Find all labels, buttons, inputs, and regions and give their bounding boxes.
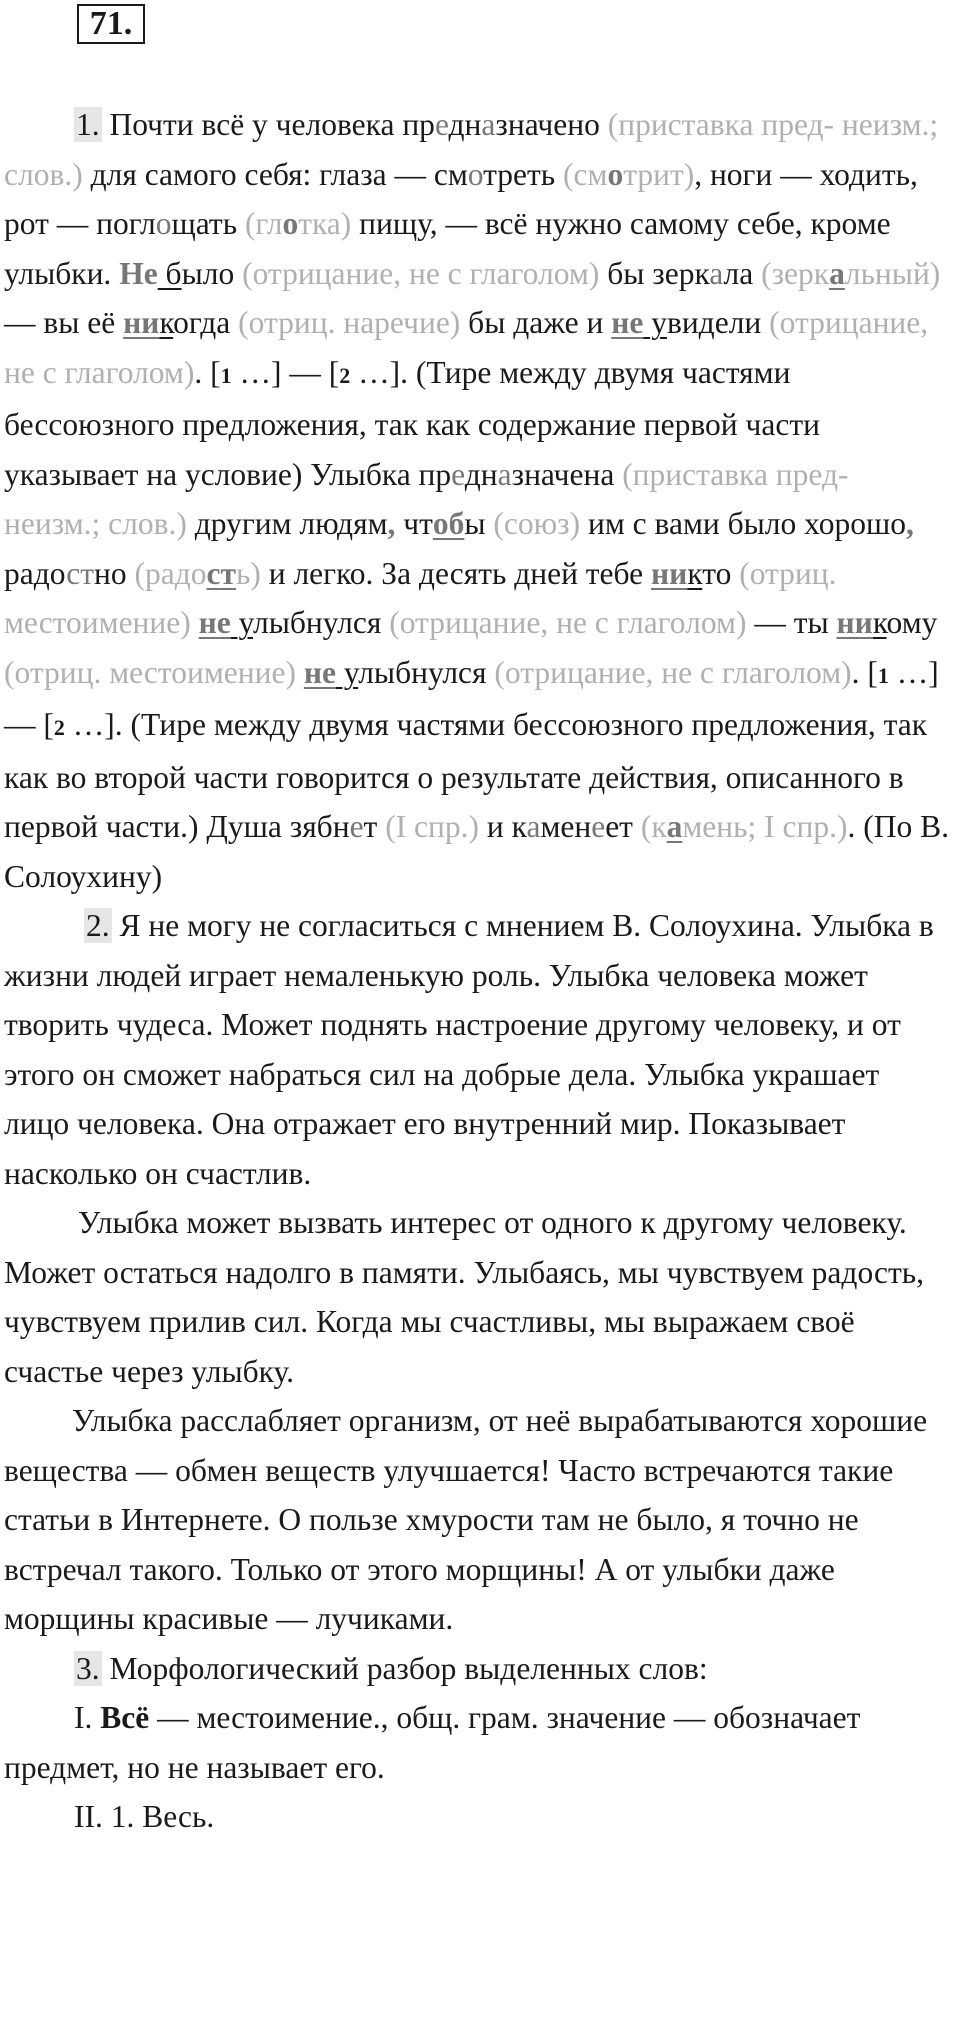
text-run: и легко. За десять дней тебе [260,555,652,591]
text-run: пищу, — всё нужно самому себе, кроме улыбки. [4,206,891,291]
part-marker: 2 [339,362,351,388]
punctuation-highlight: , [387,506,396,541]
punctuation-highlight: , [905,506,914,541]
part-marker: 2 [53,715,65,740]
paragraph-6 [4,1693,952,1792]
highlighted-word: ни [651,555,688,591]
text-run: . [ [851,654,878,690]
comment-note: (отриц. местоимение) [4,654,296,690]
letter-highlight: а [709,255,724,291]
comment-note: ь) [236,555,261,591]
text-run: ла [723,255,762,291]
paragraph-1 [4,100,952,901]
comment-note: (приставка пред- неизм.; слов.) [4,456,849,541]
comment-note: (отриц. местоимение) [4,555,837,640]
text-run: . [ [194,354,221,390]
item-number-1: 1. [76,107,100,142]
highlighted-word: не [303,654,336,690]
paragraph-4: Улыбка расслабляет организм, от неё вырабатываются хорошие вещества — обмен веществ улучшается! Часто встречаются такие статьи в Интернете. О пользе хмурости там не было, я точно не встречал такого. Только от этого морщины! А от улыбки даже морщины красивые — лучиками. [4,1403,928,1636]
text-run: дн [464,456,498,492]
text-run [296,655,304,690]
text-run: …]. (Тире между двумя частями бессоюзного предложения, так как содержание первой части указывает на условие) Улыбка пр [4,354,820,492]
letter-highlight: о [467,156,484,192]
answer-text [4,100,952,1842]
text-run: значена [511,456,623,492]
item-number-2: 2. [86,908,110,943]
text-run: то [702,555,740,591]
comment-note: (I спр.) [385,809,480,844]
paragraph-3: Улыбка может вызвать интерес от одного к другому человеку. Может остаться надолго в памяти. Улыбаясь, мы чувствуем радость, чувствуем прилив сил. Когда мы счастливы, мы выражаем своё счастье через улыбку. [4,1205,924,1389]
text-run: видели [666,305,770,340]
text-run: чт [395,506,433,541]
letter-highlight: а [526,809,541,844]
comment-note: (к [640,809,667,844]
text-run: но [94,555,135,591]
comment-note: (отрицание, не с глаголом) [242,255,600,291]
comment-note: (отрицание, не с глаголом) [389,605,747,640]
comment-note: (радо [134,555,207,591]
highlighted-word: ни [123,305,160,340]
part-marker: 1 [877,662,889,688]
letter-highlight: е [434,107,449,142]
letter-highlight: а [497,456,512,492]
highlighted-word: не [611,305,644,340]
comment-note: (отриц. наречие) [238,305,461,340]
comment-note: тка) [298,206,352,241]
text-run: им с вами было хорошо [580,506,906,541]
part-marker: 1 [220,362,232,388]
text-run: лыбнулся [253,605,390,640]
text-run: другим людям [186,506,388,541]
paragraph-7: II. 1. Весь. [74,1799,215,1834]
letter-highlight: ст [66,555,95,591]
comment-note: (отрицание, не с глаголом) [494,654,852,690]
parsed-word: Всё [100,1700,150,1735]
underlined-letter: у [230,605,254,640]
text-run: — вы её [4,305,124,340]
comment-note: мень; I спр.) [682,809,848,844]
text-run: …]. (Тире между двумя частями бессоюзного предложения, так как во второй части говорится о результате действия, описанного в первой части.) Душа зябн [4,707,928,844]
text-run: т [363,809,386,844]
underlined-letter: у [643,305,667,340]
text-run: щать [171,206,245,241]
text-run: огда [173,305,239,340]
comment-letter: о [282,206,299,241]
highlighted-word: об [432,506,465,541]
paragraph-6-text: — местоимение., общ. грам. значение — обозначает предмет, но не называет его. [4,1700,861,1785]
item-number-3: 3. [76,1650,100,1686]
highlighted-word: не [198,605,231,640]
highlighted-word: ни [836,605,873,640]
paragraph-2-text: Я не могу не согласиться с мнением В. Солоухина. Улыбка в жизни людей играет немаленькую роль. Улыбка человека может творить чудеса. Может поднять настроение другому человеку, и от этого он сможет набраться сил на добрые дела. Улыбка украшает лицо человека. Она отражает его внутренний мир. Показывает насколько он счастлив. [4,908,934,1191]
underlined-letter: к [872,605,887,640]
paragraph-2 [4,901,952,1198]
comment-note: (отрицание, не с глаголом) [4,305,929,390]
letter-highlight: е [591,809,606,844]
text-run: …] — [ [4,654,939,742]
text-run: ому [886,605,938,640]
comment-note: (гл [244,206,283,241]
comment-note: трит) [623,156,695,192]
text-run: радо [4,555,67,591]
text-run: ыло [181,255,243,291]
task-number: 71. [77,4,145,44]
underlined-letter: у [335,654,359,690]
underlined-letter: к [687,555,703,591]
underlined-letter: б [157,255,182,291]
letter-highlight: е [451,456,465,492]
paragraph-5 [4,1644,952,1694]
text-run: ы [464,506,494,541]
comment-letter: а [829,255,845,291]
text-run: . (По В. Солоухину) [4,809,949,894]
comment-note: (союз) [493,506,581,541]
text-run: лыбнулся [358,654,495,690]
comment-note: льный) [844,255,941,291]
comment-letter: ст [206,555,236,591]
text-run: …] — [ [231,354,340,390]
text-run: треть [483,156,564,192]
comment-letter: о [607,156,624,192]
roman-numeral: I. [74,1700,101,1735]
comment-letter: а [666,809,683,844]
text-run: Почти всё у человека пр [101,107,435,142]
text-run: — ты [746,605,837,640]
paragraph-5-text: Морфологический разбор выделенных слов: [101,1650,708,1686]
letter-highlight: о [155,206,172,241]
text-run: , ноги — ходить, рот — погл [4,156,918,241]
letter-highlight: а [481,107,496,142]
text-run: мен [540,809,592,844]
text-run: для самого себя: глаза — см [82,156,468,192]
text-run: и к [479,809,527,844]
text-run: значено [495,107,608,142]
text-run: бы зерк [599,255,710,291]
text-run: бы даже и [460,305,612,340]
comment-note: (зерк [761,255,830,291]
comment-note: (см [563,156,608,192]
underlined-letter: к [159,305,174,340]
letter-highlight: е [349,809,364,844]
text-run [191,605,199,640]
text-run: ет [605,809,641,844]
text-run: дн [448,107,482,142]
highlighted-word: Не [119,255,158,291]
comment-note: (приставка пред- неизм.; слов.) [4,107,939,192]
